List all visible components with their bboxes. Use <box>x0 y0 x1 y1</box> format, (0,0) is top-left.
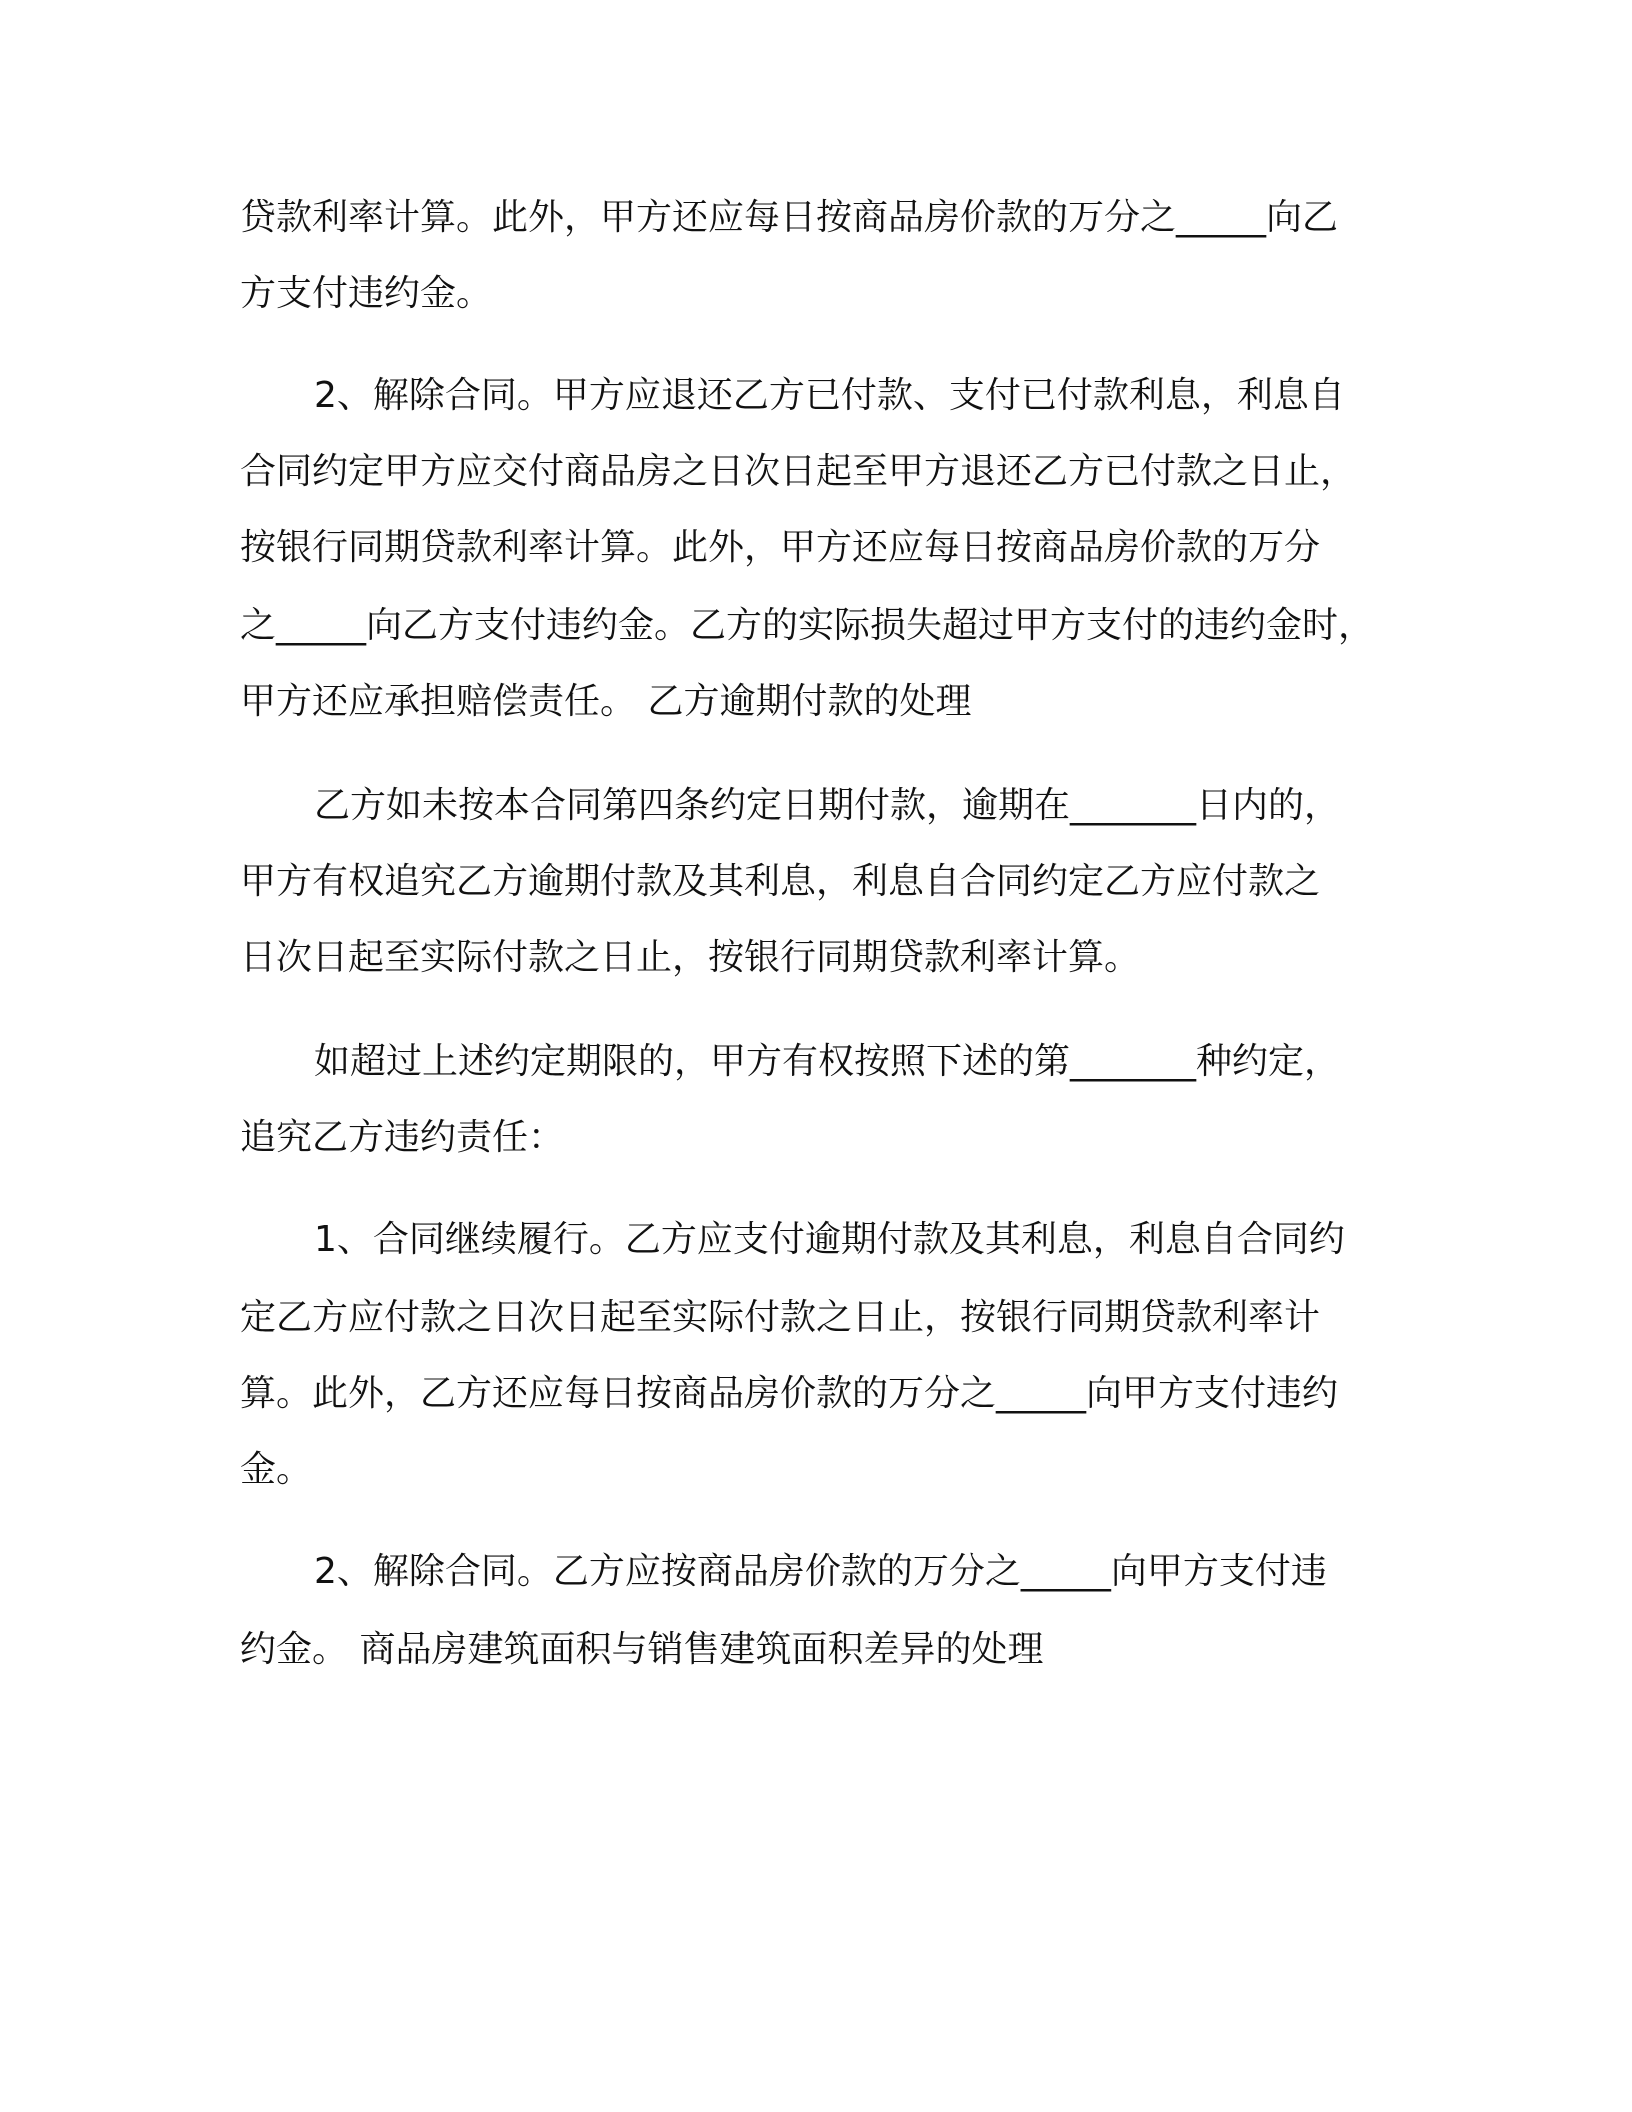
text-line: 约金。 商品房建筑面积与销售建筑面积差异的处理 <box>240 1629 1044 1670</box>
text-line: 之_____向乙方支付违约金。乙方的实际损失超过甲方支付的违约金时， <box>240 605 1375 646</box>
text-line: 金。 <box>240 1449 313 1490</box>
text-line: 甲方有权追究乙方逾期付款及其利息，利息自合同约定乙方应付款之 <box>240 861 1321 902</box>
text-line: 追究乙方违约责任： <box>240 1117 565 1158</box>
text-line: 算。此外，乙方还应每日按商品房价款的万分之_____向甲方支付违约 <box>240 1373 1339 1414</box>
text-line: 乙方如未按本合同第四条约定日期付款，逾期在_______日内的， <box>314 785 1341 826</box>
text-line: 按银行同期贷款利率计算。此外，甲方还应每日按商品房价款的万分 <box>240 527 1321 568</box>
text-line: 如超过上述约定期限的，甲方有权按照下述的第_______种约定， <box>314 1041 1341 1082</box>
text-line: 甲方还应承担赔偿责任。 乙方逾期付款的处理 <box>240 681 972 722</box>
text-line: 日次日起至实际付款之日止，按银行同期贷款利率计算。 <box>240 937 1141 978</box>
text-line: 2、解除合同。乙方应按商品房价款的万分之_____向甲方支付违 <box>314 1551 1327 1592</box>
text-line: 合同约定甲方应交付商品房之日次日起至甲方退还乙方已付款之日止， <box>240 451 1357 492</box>
text-line: 1、合同继续履行。乙方应支付逾期付款及其利息，利息自合同约 <box>314 1219 1345 1260</box>
text-line: 贷款利率计算。此外，甲方还应每日按商品房价款的万分之_____向乙 <box>240 197 1339 238</box>
text-line: 定乙方应付款之日次日起至实际付款之日止，按银行同期贷款利率计 <box>240 1297 1321 1338</box>
text-line: 2、解除合同。甲方应退还乙方已付款、支付已付款利息，利息自 <box>314 375 1345 416</box>
text-line: 方支付违约金。 <box>240 273 493 314</box>
